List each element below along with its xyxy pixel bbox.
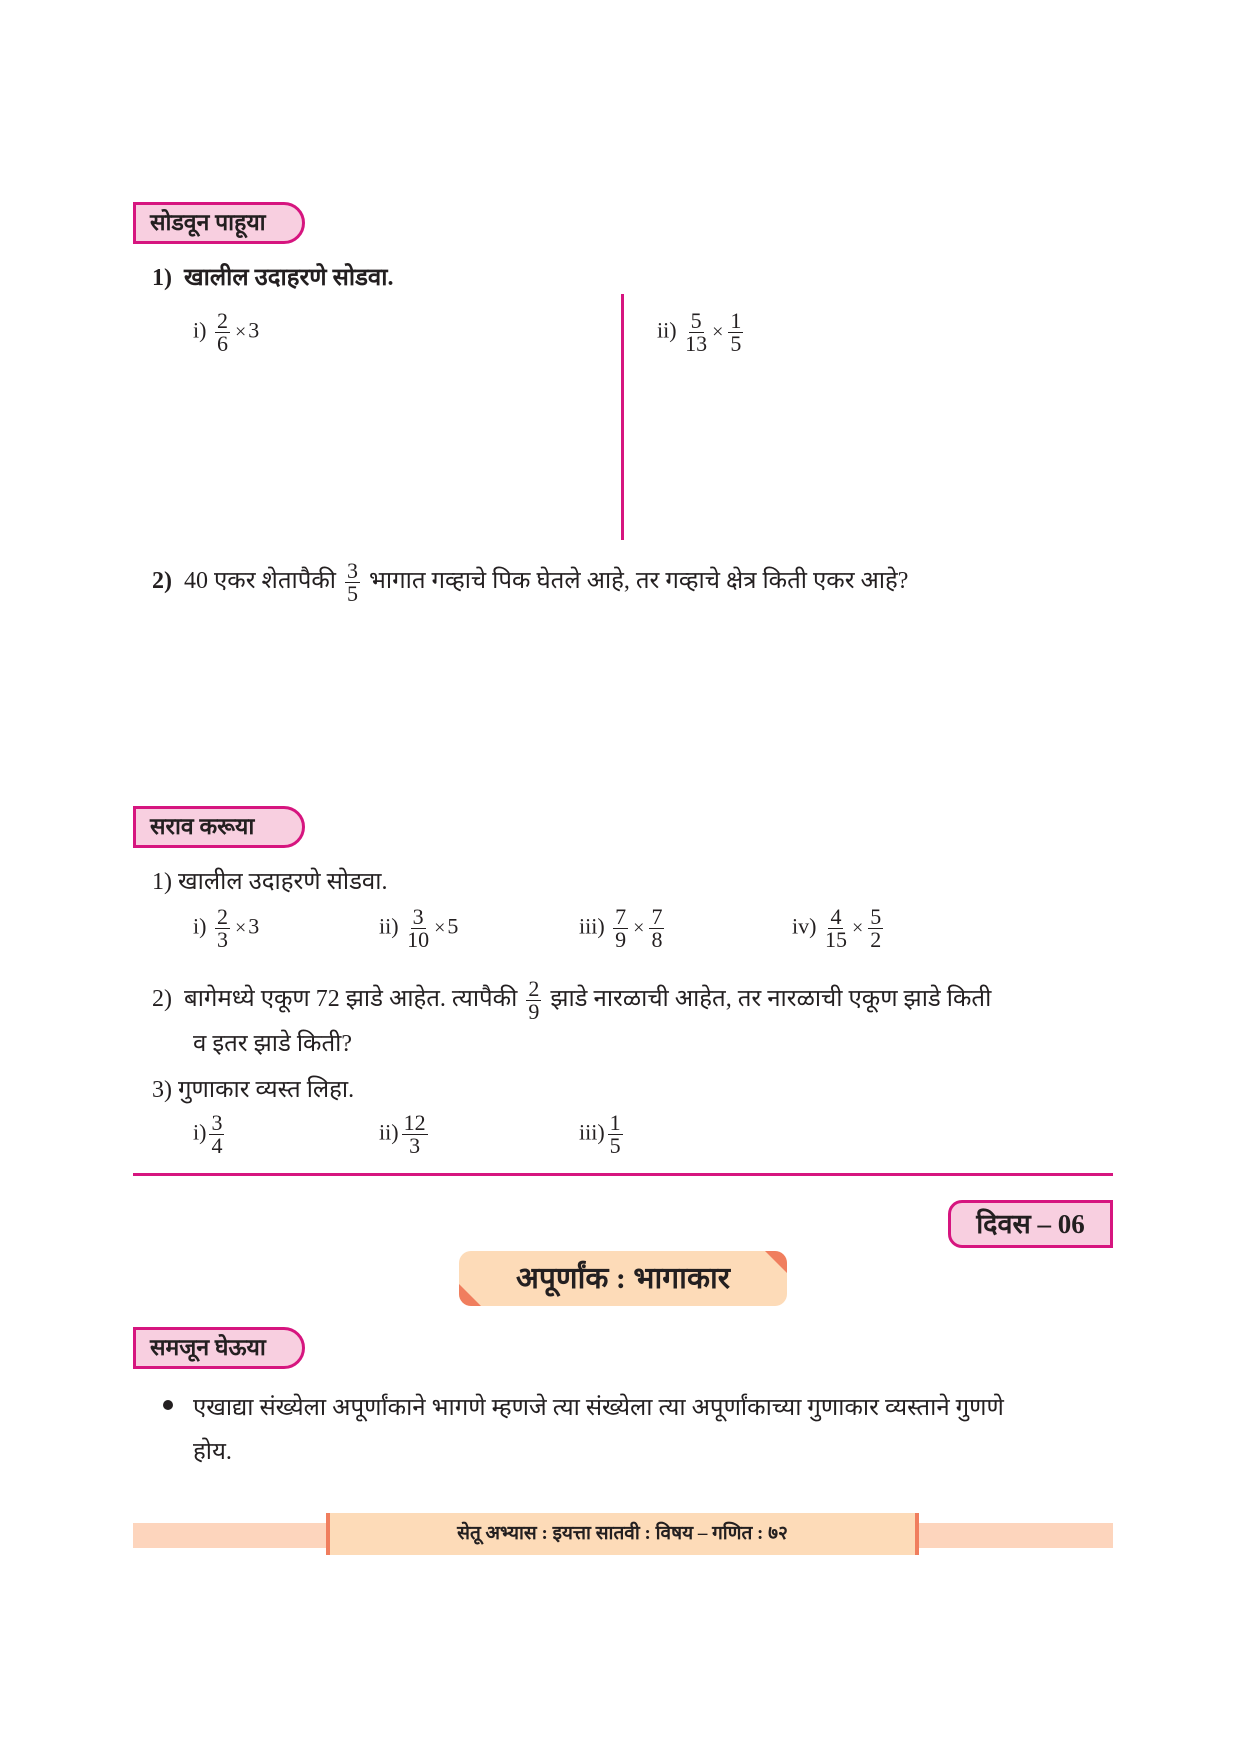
question-3: 3) गुणाकार व्यस्त लिहा. xyxy=(152,1077,355,1103)
question-text: खालील उदाहरणे सोडवा. xyxy=(184,265,394,291)
item-label: i) xyxy=(193,317,207,343)
bullet-text: एखाद्या संख्येला अपूर्णांकाने भागणे म्हणजे त्या संख्येला त्या अपूर्णांकाच्या गुणाकार व्यस्ताने गुणणे xyxy=(193,1395,1004,1421)
day-badge: दिवस – 06 xyxy=(948,1200,1113,1248)
fraction: $\frac{1}{5}$ xyxy=(730,308,742,356)
fraction: $\frac{1}{5}$ xyxy=(609,1110,621,1158)
fraction: $\frac{12}{3}$ xyxy=(403,1110,426,1158)
chapter-title-box xyxy=(459,1251,787,1306)
exercise-item: i) $\frac{2}{6}$ ×3 xyxy=(193,308,260,356)
section-divider xyxy=(133,1173,1113,1176)
reciprocal-item: ii) $\frac{12}{3}$ xyxy=(379,1110,426,1158)
fraction: $\frac{5}{13}$ xyxy=(685,308,708,356)
bullet-text-line-2: होय. xyxy=(193,1439,232,1465)
fraction: $\frac{3}{5}$ xyxy=(347,558,359,606)
question-1: 1) खालील उदाहरणे सोडवा. xyxy=(152,869,388,895)
corner-decoration xyxy=(765,1251,787,1273)
fraction: $\frac{2}{9}$ xyxy=(528,976,540,1024)
question-number: 1) xyxy=(152,265,172,291)
reciprocal-item: i) $\frac{3}{4}$ xyxy=(193,1110,223,1158)
section-tag-try-solving: सोडवून पाहूया xyxy=(133,202,305,244)
exercise-item: iii) $\frac{7}{9}$ × $\frac{7}{8}$ xyxy=(579,904,663,952)
fraction: $\frac{4}{15}$ xyxy=(824,904,847,952)
footer-text: सेतू अभ्यास : इयत्ता सातवी : विषय – गणित : ७२ xyxy=(326,1513,919,1555)
fraction: $\frac{2}{6}$ xyxy=(216,308,228,356)
corner-decoration xyxy=(459,1284,481,1306)
fraction: $\frac{5}{2}$ xyxy=(870,904,882,952)
chapter-title: अपूर्णांक : भागाकार xyxy=(515,1262,731,1295)
fraction: $\frac{7}{8}$ xyxy=(651,904,663,952)
section-tag-practice: सराव करूया xyxy=(133,806,305,848)
fraction: $\frac{3}{10}$ xyxy=(407,904,430,952)
section-tag-understand: समजून घेऊया xyxy=(133,1327,305,1369)
reciprocal-item: iii) $\frac{1}{5}$ xyxy=(579,1110,621,1158)
exercise-item: ii) $\frac{5}{13}$ × $\frac{1}{5}$ xyxy=(657,308,742,356)
exercise-item: iv) $\frac{4}{15}$ × $\frac{5}{2}$ xyxy=(792,904,882,952)
exercise-item: ii) $\frac{3}{10}$ ×5 xyxy=(379,904,459,952)
item-label: ii) xyxy=(657,317,677,343)
question-2: 2) 40 एकर शेतापैकी $\frac{3}{5}$ भागात गव्हाचे पिक घेतले आहे, तर गव्हाचे क्षेत्र किती एकर आहे? xyxy=(152,558,909,606)
question-2-line-2: व इतर झाडे किती? xyxy=(193,1031,353,1057)
question-2: 2) बागेमध्ये एकूण 72 झाडे आहेत. त्यापैकी $\frac{2}{9}$ झाडे नारळाची आहेत, तर नारळाची एकूण झाडे किती xyxy=(152,976,992,1024)
fraction: $\frac{7}{9}$ xyxy=(615,904,627,952)
exercise-item: i) $\frac{2}{3}$ ×3 xyxy=(193,904,260,952)
bullet-icon xyxy=(163,1400,173,1410)
column-divider xyxy=(621,294,624,540)
fraction: $\frac{2}{3}$ xyxy=(216,904,228,952)
fraction: $\frac{3}{4}$ xyxy=(211,1110,223,1158)
question-1 xyxy=(152,260,393,293)
